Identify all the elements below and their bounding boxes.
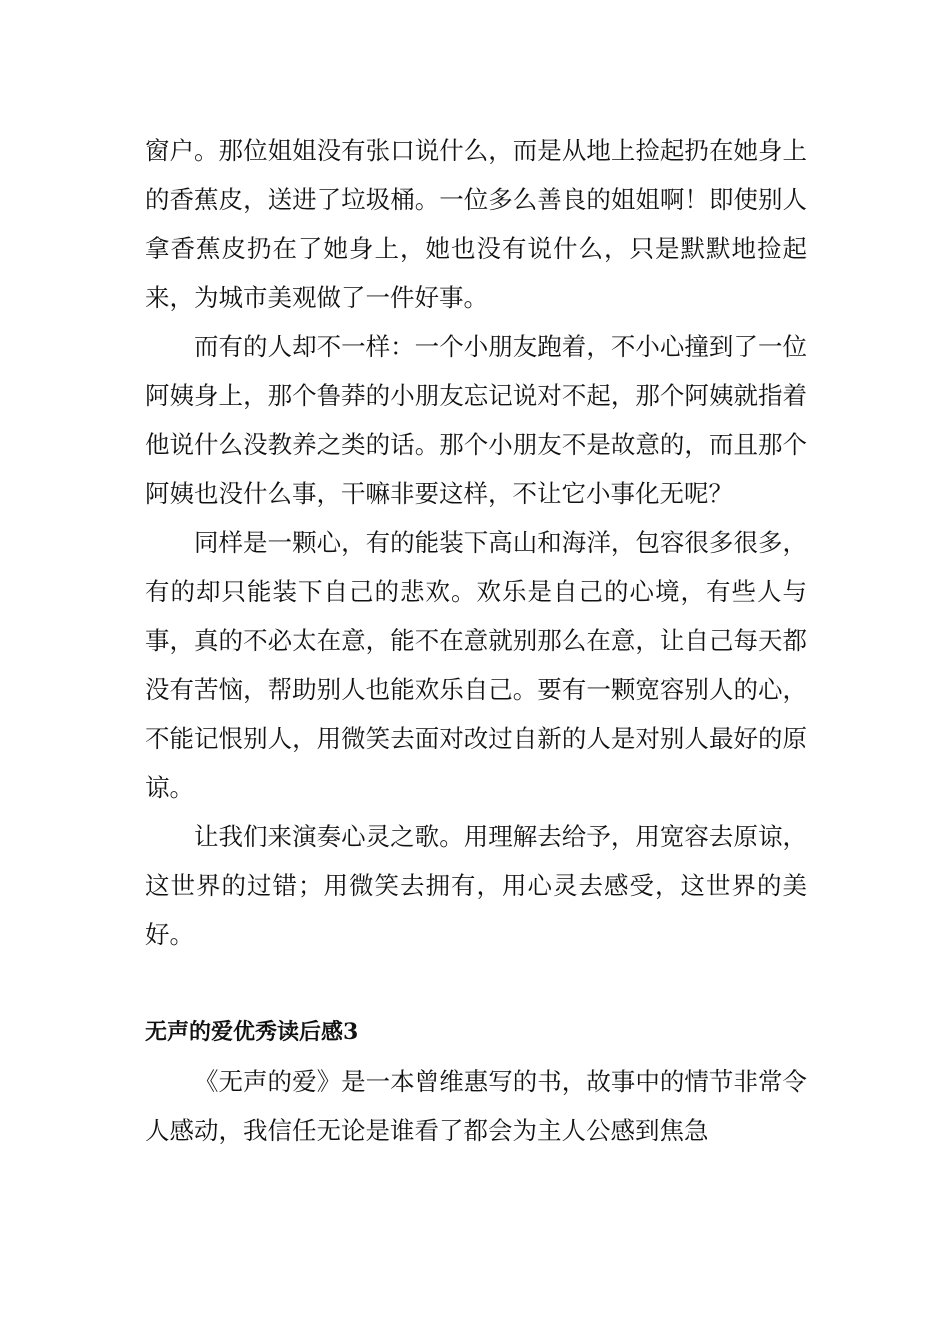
paragraph: 同样是一颗心，有的能装下高山和海洋，包容很多很多，有的却只能装下自己的悲欢。欢乐是自己的心境，有些人与事，真的不必太在意，能不在意就别那么在意，让自己每天都没有苦恼，帮助别人也能欢乐自己。要有一颗宽容别人的心，不能记恨别人，用微笑去面对改过自新的人是对别人最好的原谅。: [145, 528, 807, 802]
paragraph: 而有的人却不一样：一个小朋友跑着，不小心撞到了一位阿姨身上，那个鲁莽的小朋友忘记说对不起，那个阿姨就指着他说什么没教养之类的话。那个小朋友不是故意的，而且那个阿姨也没什么事，干嘛非要这样，不让它小事化无呢？: [145, 332, 807, 508]
section-spacer: [145, 959, 807, 1008]
document-page: [145, 126, 807, 1155]
paragraph: 让我们来演奏心灵之歌。用理解去给予，用宽容去原谅，这世界的过错；用微笑去拥有，用心灵去感受，这世界的美好。: [145, 822, 807, 949]
paragraph-continued: 窗户。那位姐姐没有张口说什么，而是从地上捡起扔在她身上的香蕉皮，送进了垃圾桶。一位多么善良的姐姐啊！即使别人拿香蕉皮扔在了她身上，她也没有说什么，只是默默地捡起来，为城市美观做了一件好事。: [145, 136, 807, 312]
section-title: 无声的爱优秀读后感3: [145, 1019, 359, 1045]
paragraph: 《无声的爱》是一本曾维惠写的书，故事中的情节非常令人感动，我信任无论是谁看了都会为主人公感到焦急: [145, 1067, 807, 1145]
